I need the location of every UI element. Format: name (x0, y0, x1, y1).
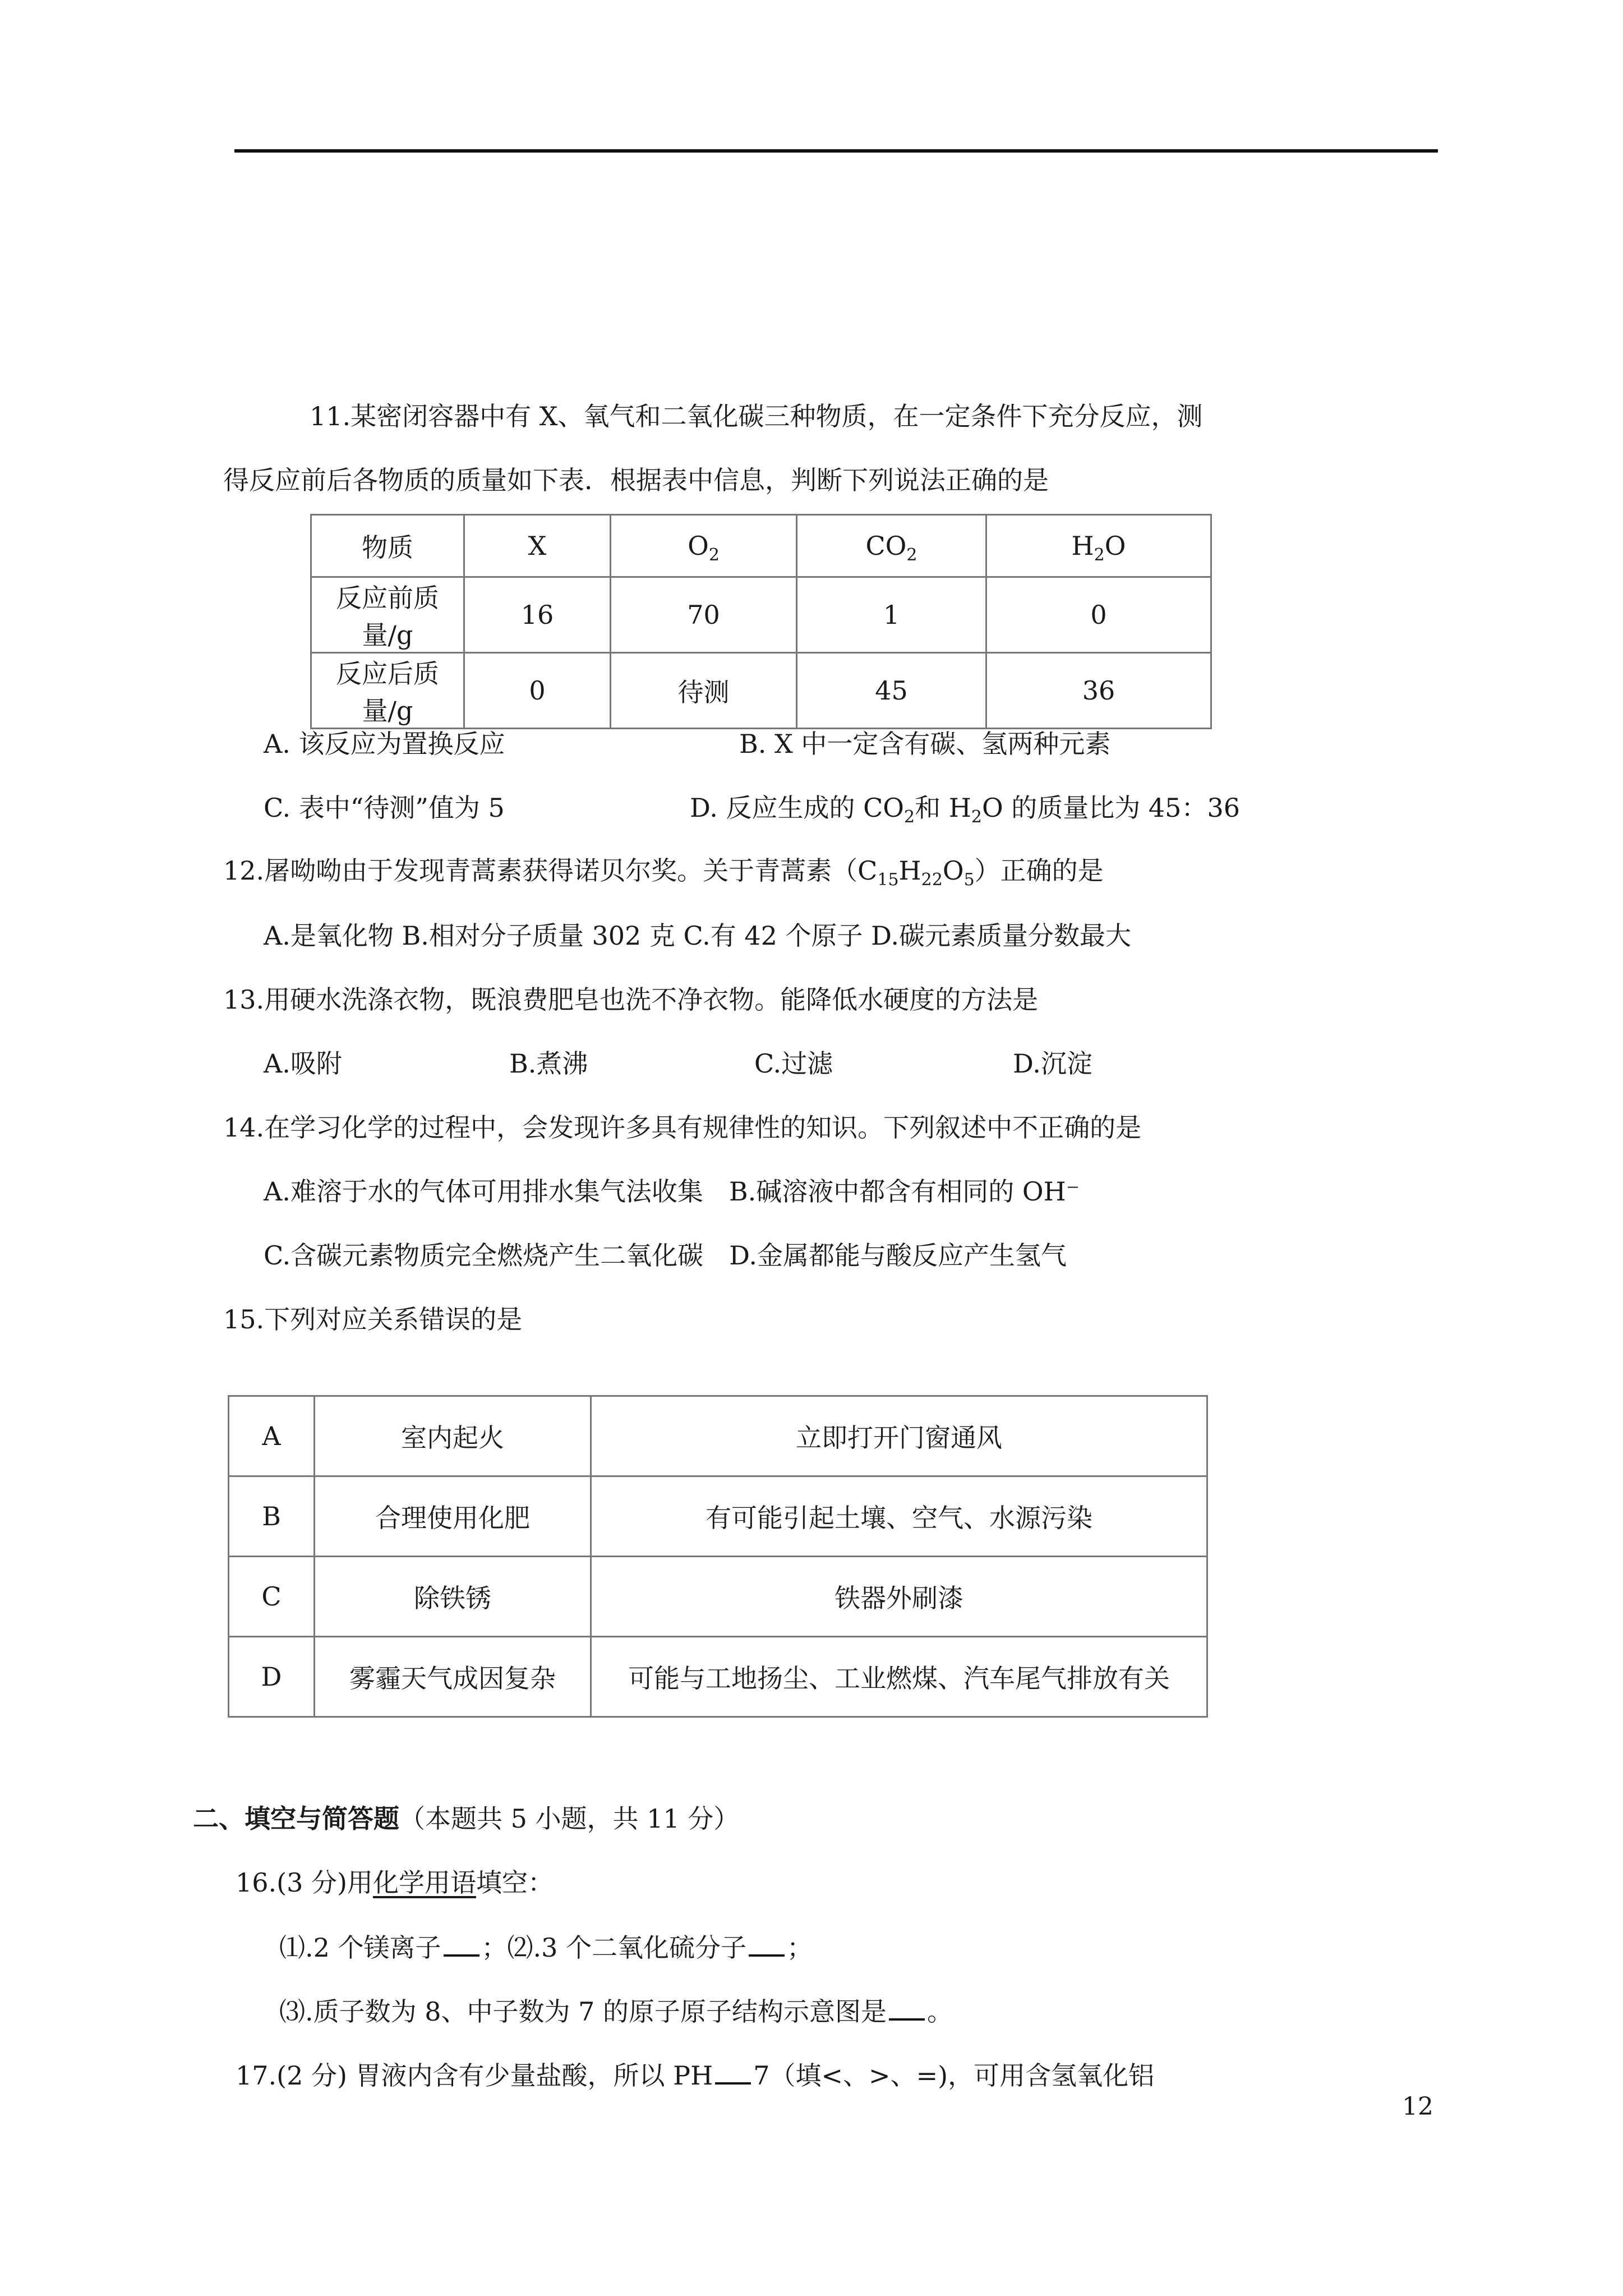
row-desc: 立即打开门窗通风 (591, 1396, 1207, 1476)
header-co2: $CO_2$ (797, 515, 986, 577)
answer-blank[interactable] (749, 1930, 785, 1957)
header-h2o: $H_2O$ (986, 515, 1211, 577)
q11-option-c: C. 表中“待测”值为 5 (264, 793, 505, 823)
q14-options-line2: C.含碳元素物质完全燃烧产生二氧化碳 D.金属都能与酸反应产生氢气 (264, 1240, 1067, 1271)
q12-options: A.是氧化物 B.相对分子质量 302 克 C.有 42 个原子 D.碳元素质量分数最大 (264, 921, 1131, 951)
table-cell: 0 (464, 653, 611, 729)
table-cell: 待测 (611, 653, 797, 729)
q11-stem-line1: 11.某密闭容器中有 X、氧气和二氧化碳三种物质，在一定条件下充分反应，测 (310, 401, 1203, 431)
table-cell: 45 (797, 653, 986, 729)
table-row (311, 577, 1211, 653)
q17-stem: 17.(2 分) 胃液内含有少量盐酸，所以 PH 7（填<、>、=)，可用含氢氧化铝 (236, 2058, 1154, 2092)
row-letter: C (229, 1557, 315, 1637)
q11-option-a: A. 该反应为置换反应 (264, 729, 505, 759)
q15-relation-table (228, 1395, 1208, 1718)
table-cell: 0 (986, 577, 1211, 653)
row-topic: 除铁锈 (315, 1557, 591, 1637)
q13-option-a: A.吸附 (264, 1048, 342, 1079)
q13-stem: 13.用硬水洗涤衣物，既浪费肥皂也洗不净衣物。能降低水硬度的方法是 (223, 984, 1039, 1015)
q15-stem: 15.下列对应关系错误的是 (223, 1304, 523, 1335)
q16-parts-1-2: ⑴.2 个镁离子 ；⑵.3 个二氧化硫分子 ； (279, 1930, 813, 1964)
table-row (311, 653, 1211, 729)
table-cell: 36 (986, 653, 1211, 729)
row-desc: 铁器外刷漆 (591, 1557, 1207, 1637)
table-header-row (311, 515, 1211, 577)
table-row (229, 1476, 1207, 1557)
row-desc: 可能与工地扬尘、工业燃煤、汽车尾气排放有关 (591, 1637, 1207, 1717)
row-letter: D (229, 1637, 315, 1717)
answer-blank[interactable] (444, 1930, 479, 1957)
answer-blank[interactable] (889, 1994, 925, 2021)
header-rule (234, 149, 1438, 153)
row-letter: A (229, 1396, 315, 1476)
row-label-before: 反应前质量/g (311, 577, 464, 653)
table-row (229, 1557, 1207, 1637)
header-x: X (464, 515, 611, 577)
table-cell: 70 (611, 577, 797, 653)
q14-stem: 14.在学习化学的过程中，会发现许多具有规律性的知识。下列叙述中不正确的是 (223, 1112, 1142, 1143)
q16-stem: 16.(3 分)用化学用语填空： (236, 1867, 554, 1898)
row-topic: 合理使用化肥 (315, 1476, 591, 1557)
row-desc: 有可能引起土壤、空气、水源污染 (591, 1476, 1207, 1557)
q11-stem-line2: 得反应前后各物质的质量如下表．根据表中信息，判断下列说法正确的是 (223, 465, 1049, 495)
header-substance: 物质 (311, 515, 464, 577)
page-number: 12 (1402, 2092, 1433, 2121)
table-row (229, 1637, 1207, 1717)
q14-options-line1: A.难溶于水的气体可用排水集气法收集 B.碱溶液中都含有相同的 OH⁻ (264, 1176, 1080, 1207)
row-topic: 室内起火 (315, 1396, 591, 1476)
header-o2: $O_2$ (611, 515, 797, 577)
q16-part-3: ⑶.质子数为 8、中子数为 7 的原子原子结构示意图是 。 (279, 1994, 953, 2028)
q13-option-b: B.煮沸 (509, 1048, 588, 1079)
table-row (229, 1396, 1207, 1476)
table-cell: 1 (797, 577, 986, 653)
section-2-heading: 二、填空与简答题（本题共 5 小题，共 11 分） (193, 1803, 740, 1834)
q13-option-c: C.过滤 (754, 1048, 833, 1079)
row-topic: 雾霾天气成因复杂 (315, 1637, 591, 1717)
q11-option-d: D. 反应生成的 $CO_2$和 $H_2O$ 的质量比为 45：36 (690, 793, 1240, 827)
q12-stem: 12.屠呦呦由于发现青蒿素获得诺贝尔奖。关于青蒿素$(C_{15}H_{22}O_5)$正确的是 (223, 855, 1104, 890)
table-cell: 16 (464, 577, 611, 653)
row-label-after: 反应后质量/g (311, 653, 464, 729)
q13-option-d: D.沉淀 (1013, 1048, 1092, 1079)
row-letter: B (229, 1476, 315, 1557)
answer-blank[interactable] (715, 2058, 751, 2085)
q11-option-b: B. X 中一定含有碳、氢两种元素 (739, 729, 1111, 759)
q11-mass-table (310, 514, 1212, 729)
